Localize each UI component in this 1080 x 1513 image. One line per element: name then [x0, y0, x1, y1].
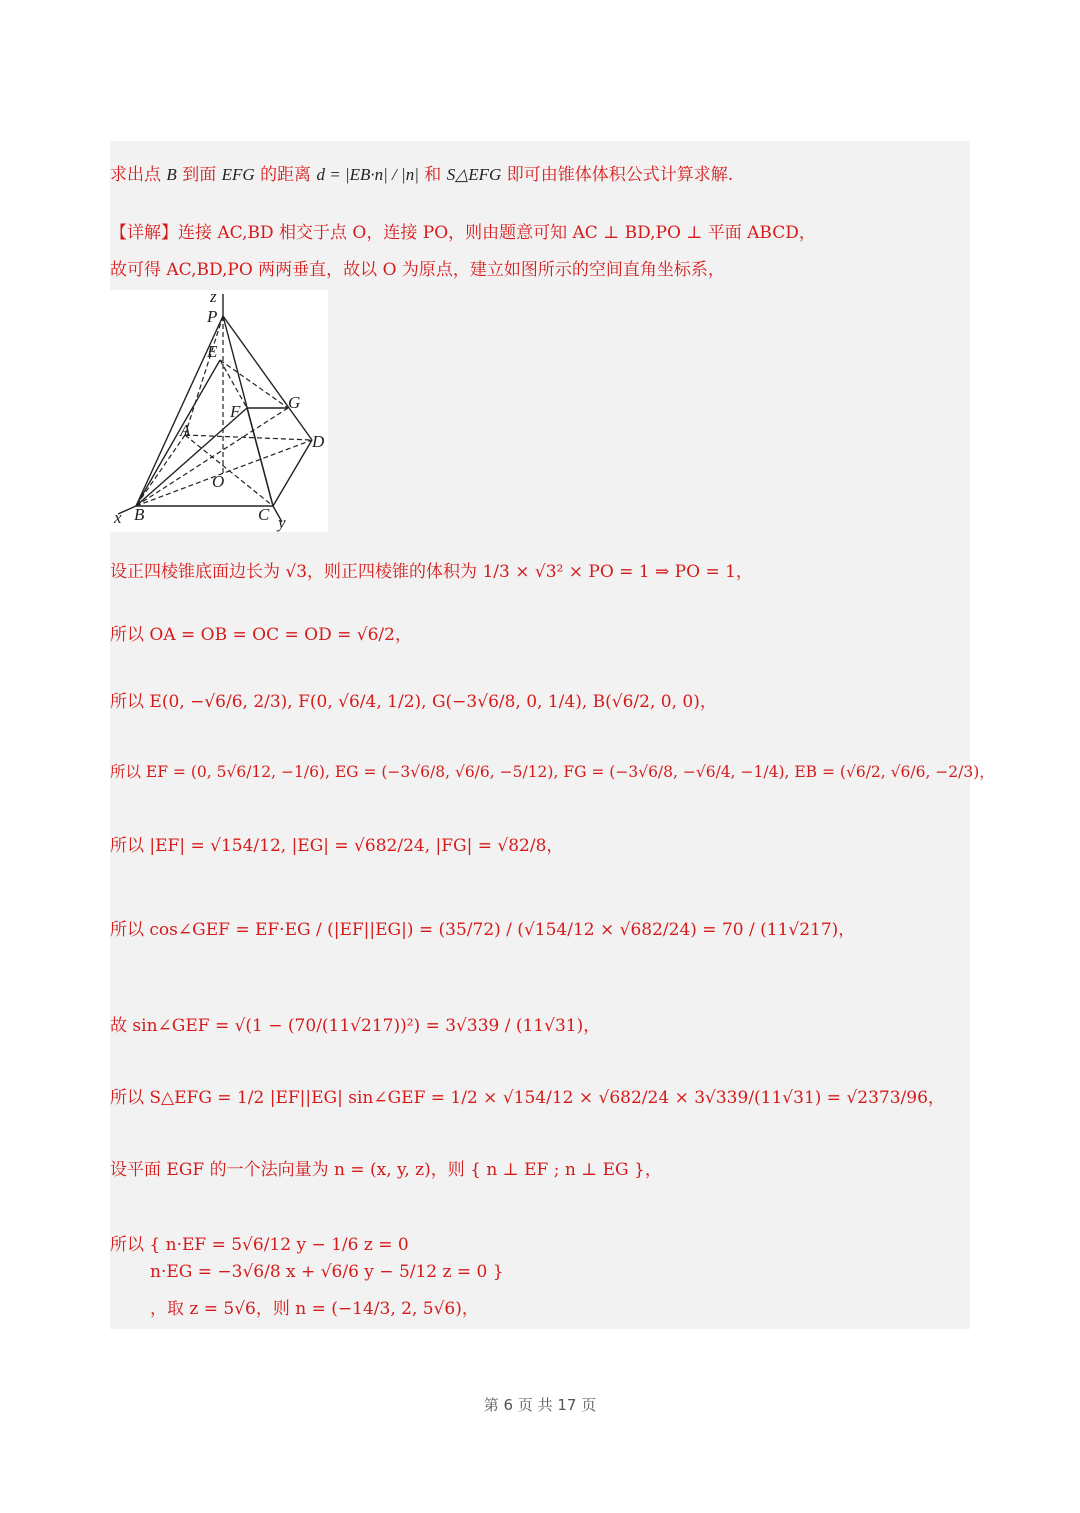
edge-cd — [273, 440, 312, 506]
edge-fc — [247, 408, 273, 506]
dash-ad — [185, 435, 312, 440]
line-5 — [110, 620, 412, 645]
line-10-text: 故 sin∠GEF = √(1 − (70/(11√217))²) = 3√339 / (11√31)， — [110, 1016, 601, 1036]
edge-bf — [136, 408, 247, 506]
dash-ac — [185, 435, 273, 506]
line-8 — [110, 831, 563, 856]
line-13c-text: ，取 z = 5√6，则 n = (−14/3, 2, 5√6)， — [150, 1299, 479, 1319]
line-13a — [110, 1230, 409, 1255]
text-segment: 的距离 — [260, 165, 312, 185]
distance-formula: d = |EB·n| / |n| — [316, 165, 419, 184]
dash-pa — [185, 316, 223, 435]
label-g: G — [288, 393, 301, 412]
line-2 — [110, 218, 816, 243]
point-b: B — [166, 165, 177, 184]
label-c: C — [258, 505, 270, 524]
line-1 — [110, 160, 733, 185]
line-11-text: 所以 S△EFG = 1/2 |EF||EG| sin∠GEF = 1/2 × √154/12 × √682/24 × 3√339/(11√31) = √2373/96， — [110, 1088, 945, 1108]
label-b: B — [134, 505, 145, 524]
dash-ef — [220, 360, 247, 408]
label-e: E — [207, 342, 218, 361]
line-9 — [110, 915, 855, 940]
line-13a-text: 所以 { n·EF = 5√6/12 y − 1/6 z = 0 — [110, 1235, 409, 1255]
pyramid-diagram — [110, 290, 328, 532]
text-segment: 求出点 — [110, 165, 161, 185]
text-segment: 即可由锥体体积公式计算求解. — [506, 165, 734, 185]
label-a: A — [180, 421, 191, 440]
label-x: x — [114, 508, 122, 527]
line-10 — [110, 1011, 600, 1036]
line-3 — [110, 255, 725, 280]
line-9-text: 所以 cos∠GEF = EF·EG / (|EF||EG|) = (35/72) / (√154/12 × √682/24) = 70 / (11√217)， — [110, 920, 856, 940]
dash-ab — [136, 435, 185, 506]
line-4-text: 设正四棱锥底面边长为 √3，则正四棱锥的体积为 1/3 × √3² × PO = 1 ⇒ PO = 1， — [110, 562, 753, 582]
text-segment: 到面 — [182, 165, 217, 185]
line-7-text: 所以 EF = (0, 5√6/12, −1/6), EG = (−3√6/8, √6/6, −5/12), FG = (−3√6/8, −√6/4, −1/4), EB = (√6/2, √6/6, −2/3)， — [110, 763, 995, 781]
area-symbol: S△EFG — [446, 165, 502, 184]
line-7 — [110, 760, 995, 782]
label-d: D — [312, 432, 325, 451]
label-o: O — [212, 472, 225, 491]
label-z: z — [210, 290, 217, 306]
line-2-text: 连接 AC,BD 相交于点 O，连接 PO，则由题意可知 AC ⊥ BD,PO ⊥ 平面 ABCD， — [178, 223, 816, 243]
line-4 — [110, 557, 753, 582]
line-13b-text: n·EG = −3√6/8 x + √6/6 y − 5/12 z = 0 } — [150, 1262, 504, 1282]
line-6 — [110, 687, 717, 712]
label-p: P — [207, 307, 218, 326]
detail-tag: 【详解】 — [110, 223, 178, 243]
line-3-text: 故可得 AC,BD,PO 两两垂直，故以 O 为原点，建立如图所示的空间直角坐标系， — [110, 260, 725, 280]
line-13c — [150, 1294, 479, 1319]
line-12 — [110, 1155, 662, 1180]
line-13b — [150, 1262, 504, 1282]
label-y: y — [278, 513, 286, 532]
plane-efg: EFG — [221, 165, 255, 184]
line-11 — [110, 1083, 945, 1108]
pyramid-figure — [110, 290, 328, 532]
label-f: F — [230, 402, 241, 421]
dash-eg — [220, 360, 288, 408]
line-8-text: 所以 |EF| = √154/12, |EG| = √682/24, |FG| = √82/8， — [110, 836, 564, 856]
line-12-text: 设平面 EGF 的一个法向量为 n = (x, y, z)，则 { n ⊥ EF ; n ⊥ EG }， — [110, 1160, 662, 1180]
page-footer: 第 6 页 共 17 页 — [483, 1396, 597, 1414]
line-5-text: 所以 OA = OB = OC = OD = √6/2， — [110, 625, 412, 645]
line-6-text: 所以 E(0, −√6/6, 2/3), F(0, √6/4, 1/2), G(−3√6/8, 0, 1/4), B(√6/2, 0, 0)， — [110, 692, 717, 712]
edge-be — [136, 360, 220, 506]
text-segment: 和 — [424, 165, 442, 185]
